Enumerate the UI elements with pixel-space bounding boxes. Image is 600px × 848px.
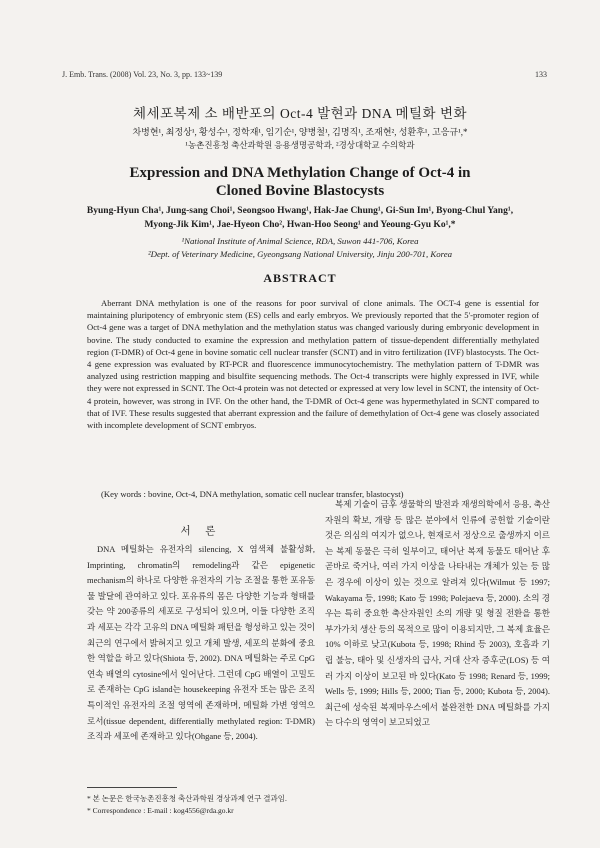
section-heading-introduction: 서 론 bbox=[180, 526, 222, 537]
abstract-heading: ABSTRACT bbox=[263, 271, 337, 285]
intro-paragraph-1: DNA 메틸화는 유전자의 silencing, X 염색체 불활성화, Imprinting, chromatin의 remodeling과 같은 epigenetic mechanism의 하나로 다양한 유전자의 기능 조절을 통한 포유동물 발달에 관여하고 있다. 포유류의 몸은 다양한 기능과 형태를 갖는 약 200종류의 세포로 구성되어 있으며, 이들 다양한 조직과 세포는 각각 고유의 DNA 메틸화 패턴을 형성하고 있는 것이 최근의 연구에서 밝혀지고 있고 개체 발생, 세포의 분화에 중요한 역할을 하고 있다(Shiota 등, 2002). DNA 메틸화는 주로 CpG 연속 배열의 cytosine에서 일어난다. 그런데 CpG 배열이 고밀도로 존재하는 CpG island는 housekeeping 유전자 또는 많은 조직특이적인 유전자의 조절 영역에 존재하며, 메틸화 가변 영역으로서(tissue dependent, differentially methylated region: T-DMR) 조직과 세포에 존재하고 있다(Ohgane 등, 2004). bbox=[87, 544, 315, 742]
english-title-line1: Expression and DNA Methylation Change of Oct-4 in bbox=[129, 165, 471, 181]
english-affiliation-1: ¹National Institute of Animal Science, RDA, Suwon 441-706, Korea bbox=[181, 236, 419, 246]
korean-affiliations: ¹농촌진흥청 축산과학원 응용생명공학과, ²경상대학교 수의학과 bbox=[185, 140, 415, 150]
page-number: 133 bbox=[535, 70, 547, 79]
footnote-correspondence: * Correspondence : E-mail : kog4556@rda.go.kr bbox=[87, 806, 234, 815]
english-title-line2: Cloned Bovine Blastocysts bbox=[215, 183, 385, 199]
footnote-funding: * 본 논문은 한국농촌진흥청 축산과학원 경상과제 연구 결과임. bbox=[87, 794, 287, 803]
english-authors-line1: Byung-Hyun Cha¹, Jung-sang Choi¹, Seongsoo Hwang¹, Hak-Jae Chung¹, Gi-Sun Im¹, Byong-Chul Yang¹, bbox=[86, 206, 514, 216]
intro-left-column bbox=[87, 519, 315, 745]
journal-citation: J. Emb. Trans. (2008) Vol. 23, No. 3, pp. 133~139 bbox=[62, 70, 223, 79]
keywords: (Key words : bovine, Oct-4, DNA methylation, somatic cell nuclear transfer, blastocyst) bbox=[101, 489, 404, 499]
abstract-text: Aberrant DNA methylation is one of the reasons for poor survival of clone animals. The OCT-4 gene is essential for maintaining pluripotency of embryonic stem (ES) cells and early embryos. We previously reported that the 5'-promoter region of Oct-4 gene was a target of DNA methylation and the methylation status was changed variously during embryonic development in bovine. The study conducted to examine the expression and methylation pattern of tissue-dependent differentially methylated region (T-DMR) of Oct-4 gene in bovine somatic cell nuclear transfer (SCNT) and in vitro fertilization (IVF) blastocysts. The Oct-4 gene expression was evaluated by RT-PCR and fluorescence immunocytochemistry. The methylation pattern of T-DMR was analyzed using restriction mapping and bisulfite sequencing methods. The Oct-4 transcripts were highly expressed in IVF, while they were not expressed in SCNT. The Oct-4 protein was not detected or expressed at very low level in SCNT, the intensity of Oct-4 protein, however, was strong in IVF. On the other hand, the T-DMR of Oct-4 gene was hypermethylated in SCNT compared to that of IVF. These results suggested that aberrant expression and the failure of demethylation of Oct-4 gene was closely associated with incomplete development of SCNT embryos. bbox=[87, 298, 539, 431]
english-affiliations bbox=[0, 235, 600, 261]
english-title bbox=[0, 164, 600, 200]
english-affiliation-2: ²Dept. of Veterinary Medicine, Gyeongsang National University, Jinju 200-701, Korea bbox=[147, 249, 453, 259]
korean-title: 체세포복제 소 배반포의 Oct-4 발현과 DNA 메틸화 변화 bbox=[132, 106, 468, 121]
english-authors-line2: Myong-Jik Kim¹, Jae-Hyeon Cho², Hwan-Hoo Seong¹ and Yeoung-Gyu Ko¹,* bbox=[144, 220, 456, 230]
intro-right-column: 복제 기술이 금후 생물학의 발전과 재생의학에서 응용, 축산자원의 확보, 개량 등 많은 분야에서 인류에 공헌할 기술이란 것은 의심의 여지가 없으나, 현재로서 정상으로 출생까지 이르는 복제 동물은 극히 일부이고, 태어난 복제 동물도 태어난 후 곧바로 죽거나, 여러 가지 이상을 나타내는 개체가 있는 등 많은 경우에 이상이 있는 것으로 알려져 있다(Wilmut 등 1997; Wakayama 등, 1998; Kato 등 1998; Polejaeva 등, 2000). 소의 경우는 특히 중요한 축산자원인 소의 개량 및 형질 전환을 통한 부가가치 생산 등의 목적으로 많이 이용되지만, 그 복제 효율은 10% 이하로 낮고(Kubota 등, 1998; Rhind 등 2003), 호흡과 기립 불능, 태아 및 신생자의 급사, 거대 산자 증후군(LOS) 등 여러 가지 이상이 보고된 바 있다(Kato 등 1998; Renard 등, 1999; Wells 등, 1999; Hills 등, 2000; Tian 등, 2000; Kubota 등, 2004). 최근에 성숙된 복제마우스에서 불완전한 DNA 메틸화를 가지는 다수의 영역이 보고되었고 bbox=[325, 499, 550, 728]
footnote-divider bbox=[87, 787, 177, 788]
english-authors bbox=[70, 204, 530, 232]
korean-authors: 차병현¹, 최정상¹, 황성수¹, 정학재¹, 임기순¹, 양병철¹, 김명직¹, 조재현², 성환후¹, 고응규¹,* bbox=[132, 127, 468, 137]
